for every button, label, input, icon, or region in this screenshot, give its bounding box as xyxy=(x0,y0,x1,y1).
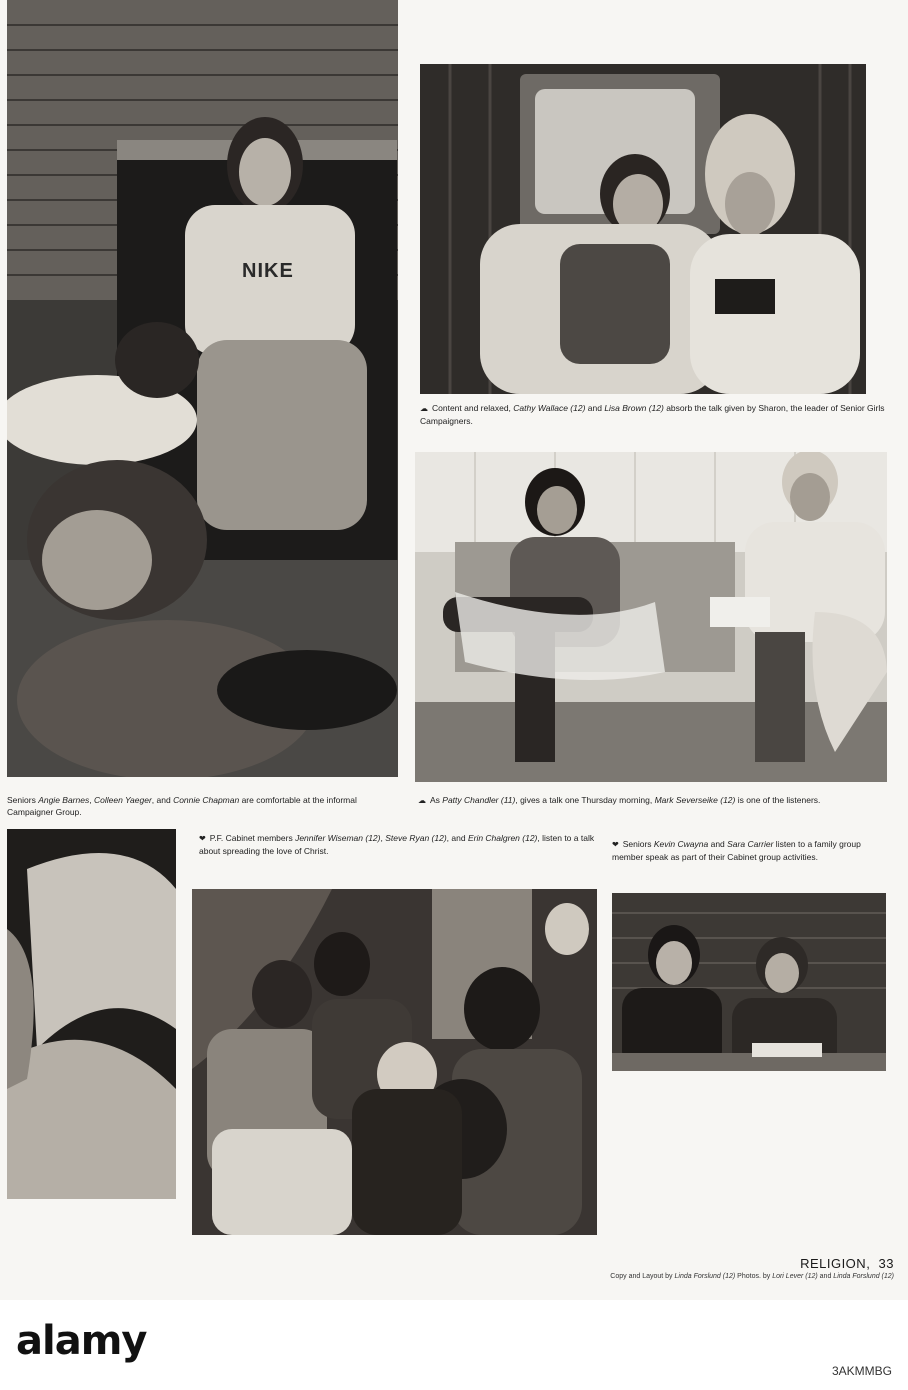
photo-cropped-legs xyxy=(7,829,176,1199)
credit-name: Linda Forslund (12) xyxy=(833,1273,894,1280)
credit-name: Lori Lever (12) xyxy=(772,1273,818,1280)
caption-text: As xyxy=(430,795,443,805)
section-name: RELIGION xyxy=(800,1256,867,1271)
caption-text: are comfortable at the informal Campaigner Group. xyxy=(7,795,357,817)
caption-text: absorb the talk given by Sharon, the leader of Senior Girls Campaigners. xyxy=(420,403,885,426)
alamy-logo: alamy xyxy=(16,1318,147,1364)
caption-name: Sara Carrier xyxy=(727,839,774,849)
photo-campaigner-group xyxy=(7,0,398,777)
caption-text: Seniors xyxy=(7,795,39,805)
caption-text: , gives a talk one Thursday morning, xyxy=(515,795,655,805)
photo-cabinet-members xyxy=(192,889,597,1235)
caption-text: Seniors xyxy=(622,839,654,849)
photo-chandler-severseike xyxy=(415,452,887,782)
caption-name: Cathy Wallace (12) xyxy=(513,403,586,413)
watermark-band xyxy=(0,1300,908,1390)
caption-chandler-severseike xyxy=(418,794,888,807)
caption-name: Colleen Yaeger xyxy=(93,795,152,805)
caption-text: , xyxy=(380,833,386,843)
bullet-icon: ☁ xyxy=(420,404,428,413)
caption-name: Steve Ryan (12) xyxy=(385,833,447,843)
caption-wallace-brown xyxy=(420,402,886,427)
caption-name: Mark Severseike (12) xyxy=(654,795,736,805)
credit-text: Copy and Layout by xyxy=(610,1273,675,1280)
credit-text: Photos. by xyxy=(735,1273,773,1280)
caption-text: is one of the listeners. xyxy=(735,795,821,805)
page-number: 33 xyxy=(878,1256,894,1271)
bullet-icon: ☁ xyxy=(418,796,426,805)
caption-text: , listen to a talk about spreading the love of Christ. xyxy=(199,833,595,856)
caption-text: Content and relaxed, xyxy=(432,403,514,413)
caption-name: Angie Barnes xyxy=(38,795,90,805)
caption-text: , and xyxy=(446,833,468,843)
section-title: RELIGION, 33 xyxy=(800,1256,894,1271)
bullet-icon: ❤ xyxy=(199,834,206,843)
caption-text: and xyxy=(708,839,728,849)
credit-text: and xyxy=(817,1273,834,1280)
caption-text: P.F. Cabinet members xyxy=(209,833,296,843)
photo-credit xyxy=(610,1273,894,1280)
credit-name: Linda Forslund (12) xyxy=(674,1273,736,1280)
caption-text: and xyxy=(585,403,605,413)
bullet-icon: ❤ xyxy=(612,840,619,849)
photo-wallace-brown xyxy=(420,64,866,394)
caption-name: Patty Chandler (11) xyxy=(442,795,516,805)
nike-shirt-text: NIKE xyxy=(242,260,294,282)
caption-name: Jennifer Wiseman (12) xyxy=(295,833,381,843)
caption-name: Erin Chalgren (12) xyxy=(467,833,538,843)
caption-name: Lisa Brown (12) xyxy=(604,403,664,413)
caption-text: , and xyxy=(151,795,174,805)
caption-name: Kevin Cwayna xyxy=(653,839,709,849)
caption-left-photo xyxy=(7,794,401,818)
caption-text: , xyxy=(89,795,94,805)
caption-name: Connie Chapman xyxy=(173,795,240,805)
caption-cabinet-members xyxy=(199,832,599,857)
photo-cwayna-carrier xyxy=(612,893,886,1071)
caption-text: listen to a family group member speak as part of their Cabinet group activities. xyxy=(612,839,861,862)
caption-cwayna-carrier xyxy=(612,838,888,863)
stock-image-id: 3AKMMBG xyxy=(831,1364,892,1378)
